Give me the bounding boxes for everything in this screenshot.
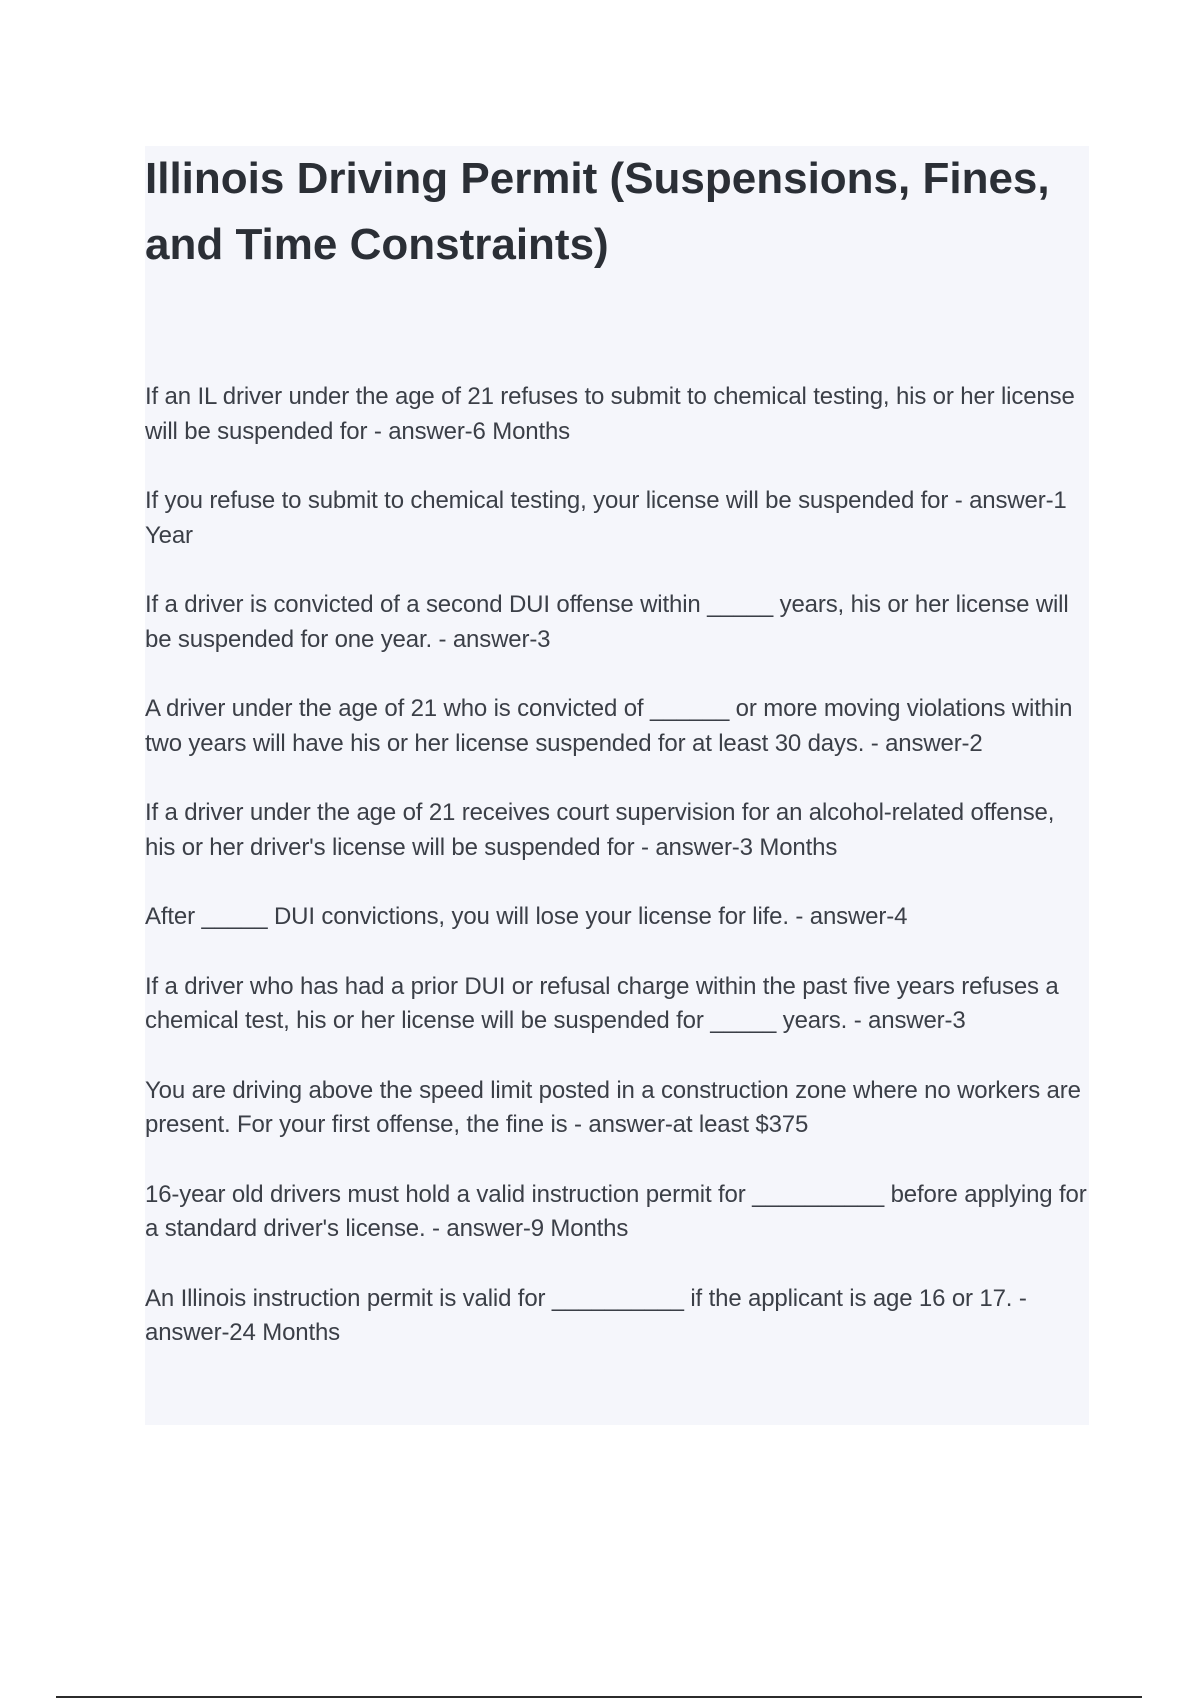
qa-item: If you refuse to submit to chemical testing, your license will be suspended for - answer-1 Year: [145, 487, 1067, 549]
content-block: [145, 146, 1089, 1425]
qa-item: After _____ DUI convictions, you will lose your license for life. - answer-4: [145, 903, 908, 930]
page-title: Illinois Driving Permit (Suspensions, Fines, and Time Constraints): [145, 154, 1050, 269]
qa-list: [145, 380, 1089, 1386]
qa-item: An Illinois instruction permit is valid for __________ if the applicant is age 16 or 17. - answer-24 Months: [145, 1284, 1027, 1346]
qa-item: If a driver under the age of 21 receives court supervision for an alcohol-related offense, his or her driver's license will be suspended for - answer-3 Months: [145, 799, 1055, 861]
footer-divider: [56, 1696, 1142, 1698]
qa-item: 16-year old drivers must hold a valid instruction permit for __________ before applying for a standard driver's license. - answer-9 Months: [145, 1180, 1087, 1242]
qa-item: You are driving above the speed limit posted in a construction zone where no workers are present. For your first offense, the fine is - answer-at least $375: [145, 1076, 1081, 1138]
qa-item: If a driver who has had a prior DUI or refusal charge within the past five years refuses a chemical test, his or her license will be suspended for _____ years. - answer-3: [145, 972, 1059, 1034]
qa-item: A driver under the age of 21 who is convicted of ______ or more moving violations within two years will have his or her license suspended for at least 30 days. - answer-2: [145, 695, 1073, 757]
qa-item: If a driver is convicted of a second DUI offense within _____ years, his or her license will be suspended for one year. - answer-3: [145, 591, 1069, 653]
qa-item: If an IL driver under the age of 21 refuses to submit to chemical testing, his or her license will be suspended for - answer-6 Months: [145, 383, 1075, 445]
